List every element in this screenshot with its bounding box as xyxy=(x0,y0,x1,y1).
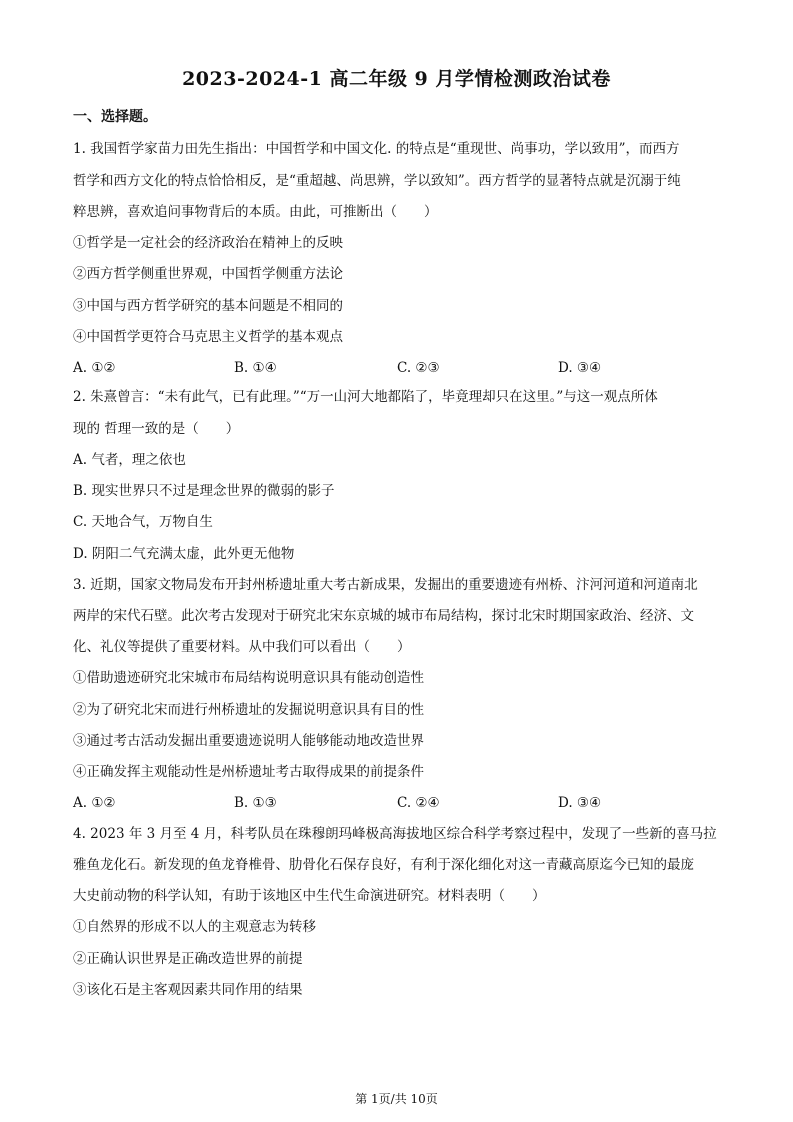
q2-option-d: D. 阴阳二气充满太虚，此外更无他物 xyxy=(73,546,295,562)
q2-stem-line-2: 现的 哲理一致的是（ ） xyxy=(73,421,240,437)
q4-item-1: ①自然界的形成不以人的主观意志为转移 xyxy=(73,919,316,935)
q4-stem-line-1: 4. 2023 年 3 月至 4 月，科考队员在珠穆朗玛峰极高海拔地区综合科学考察过程中，发现了一些新的喜马拉 xyxy=(73,826,717,842)
q3-item-3: ③通过考古活动发掘出重要遗迹说明人能够能动地改造世界 xyxy=(73,733,424,749)
page-title: 2023-2024-1 高二年级 9 月学情检测政治试卷 xyxy=(182,68,611,90)
q1-item-1: ①哲学是一定社会的经济政治在精神上的反映 xyxy=(73,235,343,251)
q4-stem-line-2: 雅鱼龙化石。新发现的鱼龙脊椎骨、肋骨化石保存良好，有利于深化细化对这一青藏高原迄今已知的最庞 xyxy=(73,857,694,873)
q1-stem-line-1: 1. 我国哲学家苗力田先生指出：中国哲学和中国文化. 的特点是“重现世、尚事功，学以致用”，而西方 xyxy=(73,141,680,157)
q3-stem-line-2: 两岸的宋代石壁。此次考古发现对于研究北宋东京城的城市布局结构，探讨北宋时期国家政治、经济、文 xyxy=(73,608,694,624)
q4-stem-line-3: 大史前动物的科学认知，有助于该地区中生代生命演进研究。材料表明（ ） xyxy=(73,888,546,904)
section-heading: 一、选择题。 xyxy=(73,109,157,125)
page-footer: 第 1页/共 10页 xyxy=(355,1092,438,1106)
q4-item-2: ②正确认识世界是正确改造世界的前提 xyxy=(73,951,303,967)
q1-stem-line-3: 粹思辨，喜欢追问事物背后的本质。由此，可推断出（ ） xyxy=(73,204,438,220)
q3-option-c: C. ②④ xyxy=(397,795,440,811)
q3-option-b: B. ①③ xyxy=(234,795,277,811)
q2-option-a: A. 气者，理之依也 xyxy=(73,452,186,468)
q3-option-a: A. ①② xyxy=(73,795,116,811)
q3-item-2: ②为了研究北宋而进行州桥遗址的发掘说明意识具有目的性 xyxy=(73,702,424,718)
q1-stem-line-2: 哲学和西方文化的特点恰恰相反，是“重超越、尚思辨，学以致知”。西方哲学的显著特点就是沉溺于纯 xyxy=(73,173,681,189)
q1-item-3: ③中国与西方哲学研究的基本问题是不相同的 xyxy=(73,298,343,314)
q1-option-c: C. ②③ xyxy=(397,360,440,376)
q3-item-4: ④正确发挥主观能动性是州桥遗址考古取得成果的前提条件 xyxy=(73,764,424,780)
q3-option-d: D. ③④ xyxy=(558,795,602,811)
q1-item-4: ④中国哲学更符合马克思主义哲学的基本观点 xyxy=(73,329,343,345)
q1-option-b: B. ①④ xyxy=(234,360,277,376)
q1-option-a: A. ①② xyxy=(73,360,116,376)
q4-item-3: ③该化石是主客观因素共同作用的结果 xyxy=(73,982,303,998)
q2-stem-line-1: 2. 朱熹曾言：“未有此气，已有此理。”“万一山河大地都陷了，毕竟理却只在这里。”与这一观点所体 xyxy=(73,389,658,405)
q3-stem-line-1: 3. 近期，国家文物局发布开封州桥遗址重大考古新成果，发掘出的重要遗迹有州桥、汴河河道和河道南北 xyxy=(73,577,698,593)
q1-item-2: ②西方哲学侧重世界观，中国哲学侧重方法论 xyxy=(73,266,343,282)
q2-option-c: C. 天地合气，万物自生 xyxy=(73,514,213,530)
q3-item-1: ①借助遗迹研究北宋城市布局结构说明意识具有能动创造性 xyxy=(73,670,424,686)
q1-option-d: D. ③④ xyxy=(558,360,602,376)
q2-option-b: B. 现实世界只不过是理念世界的微弱的影子 xyxy=(73,483,335,499)
q3-stem-line-3: 化、礼仪等提供了重要材料。从中我们可以看出（ ） xyxy=(73,639,411,655)
